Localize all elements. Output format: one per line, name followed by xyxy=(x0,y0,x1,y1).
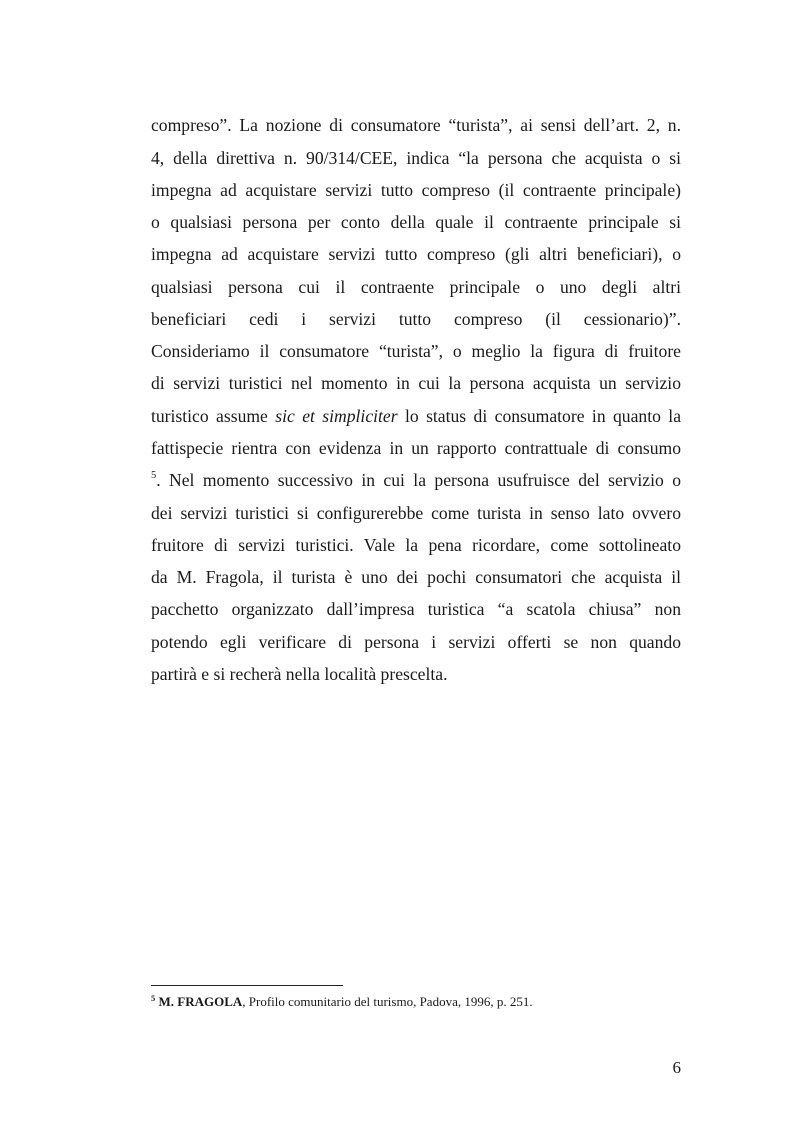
italic-phrase: sic et simpliciter xyxy=(275,406,398,426)
text-line: da M. Fragola, il turista è uno dei pochi consumatori che acquista il xyxy=(151,567,681,587)
text-line xyxy=(151,468,681,492)
text-line: partirà e si recherà nella località prescelta. xyxy=(151,664,448,684)
footnote-divider xyxy=(151,985,343,986)
text-fragment: . Nel momento successivo in cui la persona usufruisce del servizio o xyxy=(156,470,681,490)
text-line: beneficiari cedi i servizi tutto compreso (il cessionario)”. xyxy=(151,309,681,329)
footnote-text: , Profilo comunitario del turismo, Padova, 1996, p. 251. xyxy=(242,994,533,1009)
text-line: impegna ad acquistare servizi tutto compreso (gli altri beneficiari), o xyxy=(151,244,681,264)
text-line: dei servizi turistici si configurerebbe come turista in senso lato ovvero xyxy=(151,503,681,523)
text-fragment: lo status di consumatore in quanto la xyxy=(404,406,681,426)
text-line: o qualsiasi persona per conto della quale il contraente principale si xyxy=(151,212,681,232)
text-line: qualsiasi persona cui il contraente principale o uno degli altri xyxy=(151,277,681,297)
page-number: 6 xyxy=(672,1058,681,1077)
footnote-reference: 5 xyxy=(151,470,157,481)
footnote-author: M. FRAGOLA xyxy=(158,994,243,1009)
text-fragment: turistico assume xyxy=(151,406,268,426)
text-line: compreso”. La nozione di consumatore “turista”, ai sensi dell’art. 2, n. xyxy=(151,115,681,135)
text-line: 4, della direttiva n. 90/314/CEE, indica “la persona che acquista o si xyxy=(151,148,681,168)
text-line: Consideriamo il consumatore “turista”, o meglio la figura di fruitore xyxy=(151,341,681,361)
text-line: fattispecie rientra con evidenza in un rapporto contrattuale di consumo xyxy=(151,438,681,458)
footnote xyxy=(151,993,681,1011)
text-line: pacchetto organizzato dall’impresa turistica “a scatola chiusa” non xyxy=(151,599,681,619)
text-line: di servizi turistici nel momento in cui la persona acquista un servizio xyxy=(151,373,681,393)
text-line: fruitore di servizi turistici. Vale la pena ricordare, come sottolineato xyxy=(151,535,681,555)
text-line xyxy=(151,404,681,428)
text-line: potendo egli verificare di persona i servizi offerti se non quando xyxy=(151,632,681,652)
footnote-number: 5 xyxy=(151,993,156,1003)
text-line: impegna ad acquistare servizi tutto compreso (il contraente principale) xyxy=(151,180,681,200)
